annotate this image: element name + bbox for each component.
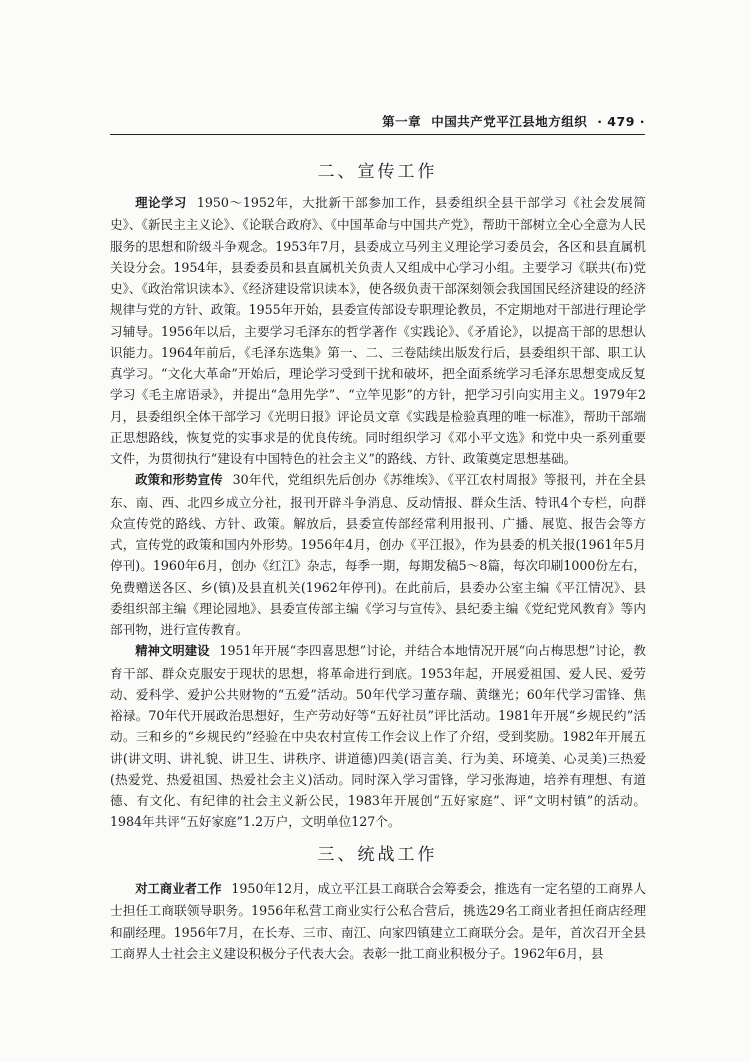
paragraph-business-work: [110, 878, 646, 964]
paragraph-text: 1951年开展“李四喜思想”讨论，并结合本地情况开展“向占梅思想”讨论，教育干部、群众克服安于现状的思想，将革命进行到底。1953年起，开展爱祖国、爱人民、爱劳动、爱科学、爱护公共财物的“五爱”活动。50年代学习董存瑞、黄继光；60年代学习雷锋、焦裕禄。70年代开展政治思想好，生产劳动好等“五好社员”评比活动。1981年开展“乡规民约”活动。三和乡的“乡规民约”经验在中央农村宣传工作会议上作了介绍，受到奖励。1982年开展五讲(讲文明、讲礼貌、讲卫生、讲秩序、讲道德)四美(语言美、行为美、环境美、心灵美)三热爱(热爱党、热爱祖国、热爱社会主义)活动。同时深入学习雷锋，学习张海迪，培养有理想、有道德、有文化、有纪律的社会主义新公民，1983年开展创“五好家庭”、评“文明村镇”的活动。1984年共评“五好家庭”1.2万户，文明单位127个。: [110, 643, 646, 830]
paragraph-heading: 对工商业者工作: [135, 882, 222, 896]
chapter-label: 第一章: [382, 114, 422, 129]
paragraph-heading: 精神文明建设: [135, 644, 210, 659]
paragraph-text: 1950～1952年，大批新干部参加工作，县委组织全县干部学习《社会发展简史》、《新民主主义论》、《论联合政府》、《中国革命与中国共产党》，帮助干部树立全心全意为人民服务的思想和阶级斗争观念。1953年7月，县委成立马列主义理论学习委员会，各区和县直属机关设分会。1954年，县委委员和县直属机关负责人又组成中心学习小组。主要学习《联共(布)党史》、《政治常识读本》、《经济建设常识读本》，使各级负责干部深刻领会我国国民经济建设的经济规律与党的方针、政策。1955年开始，县委宣传部设专职理论教员，不定期地对干部进行理论学习辅导。1956年以后，主要学习毛泽东的哲学著作《实践论》、《矛盾论》，以提高干部的思想认识能力。1964年前后，《毛泽东选集》第一、二、三卷陆续出版发行后，县委组织干部、职工认真学习。“文化大革命”开始后，理论学习受到干扰和破坏，把全面系统学习毛泽东思想变成反复学习《毛主席语录》，并提出“急用先学”、“立竿见影”的方针，把学习引向实用主义。1979年2月，县委组织全体干部学习《光明日报》评论员文章《实践是检验真理的唯一标准》，帮助干部端正思想路线，恢复党的实事求是的优良传统。同时组织学习《邓小平文选》和党中央一系列重要文件，为贯彻执行“建设有中国特色的社会主义”的路线、方针、政策奠定思想基础。: [110, 195, 646, 466]
section-title-united-front: 三、统战工作: [317, 845, 438, 865]
paragraph-spiritual-civilization: [110, 640, 646, 832]
section-body-united-front: [110, 878, 646, 964]
section-title-propaganda: 二、宣传工作: [317, 162, 438, 182]
page-number: · 479 ·: [597, 114, 645, 129]
section-body-propaganda: [110, 192, 646, 833]
book-title: 中国共产党平江县地方组织: [431, 114, 588, 129]
paragraph-heading: 政策和形势宣传: [135, 473, 223, 488]
paragraph-text: 1950年12月，成立平江县工商联合会筹委会，推选有一定名望的工商界人士担任工商联领导职务。1956年私营工商业实行公私合营后，挑选29名工商业者担任商店经理和副经理。1956年7月，在长寿、三市、南江、向家四镇建立工商联分会。是年，首次召开全县工商界人士社会主义建设积极分子代表大会。表彰一批工商业积极分子。1962年6月，县: [110, 881, 646, 961]
paragraph-policy-propaganda: [110, 469, 646, 640]
paragraph-text: 30年代，党组织先后创办《苏维埃》、《平江农村周报》等报刊，并在全县东、南、西、北四乡成立分社，报刊开辟斗争消息、反动情报、群众生活、特讯4个专栏，向群众宣传党的路线、方针、政策。解放后，县委宣传部经常利用报刊、广播、展览、报告会等方式，宣传党的政策和国内外形势。1956年4月，创办《平江报》，作为县委的机关报(1961年5月停刊)。1960年6月，创办《红江》杂志，每季一期，每期发稿5～8篇，每次印刷1000份左右，免费赠送各区、乡(镇)及县直机关(1962年停刊)。在此前后，县委办公室主编《平江情况》、县委组织部主编《理论园地》、县委宣传部主编《学习与宣传》、县纪委主编《党纪党风教育》等内部刊物，进行宣传教育。: [110, 472, 646, 637]
header-rule: [110, 134, 645, 135]
paragraph-theory-study: [110, 192, 646, 469]
running-header: [110, 112, 645, 134]
paragraph-heading: 理论学习: [135, 196, 188, 210]
